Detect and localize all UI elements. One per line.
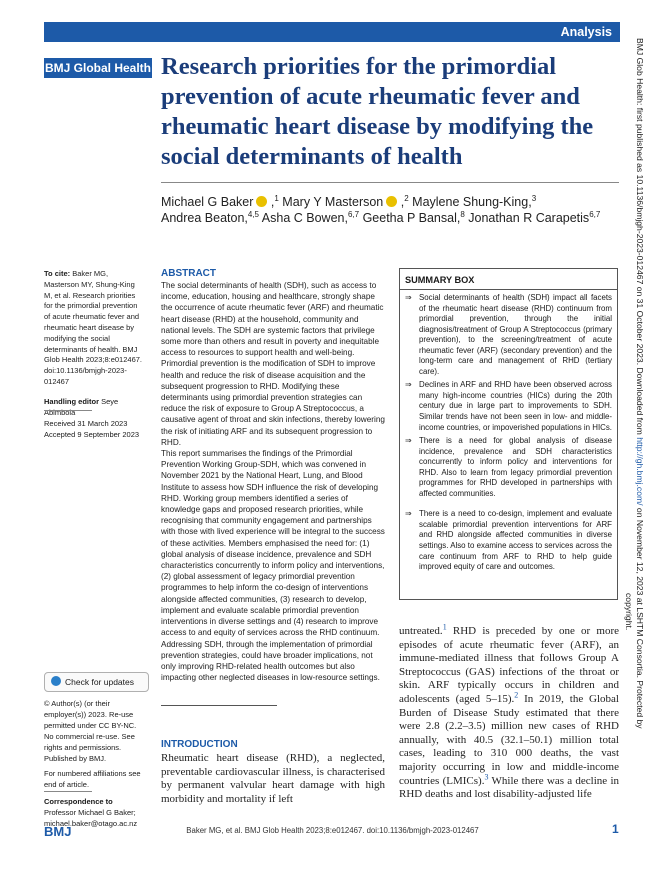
watermark-line: BMJ Glob Health: first published as 10.1136/bmjgh-2023-012467 on 31 October 2023. Downloaded from http://gh.bmj.com/ on November 12, 2023 at LSHTM Consortia. Protected by copyright. bbox=[624, 38, 645, 729]
author-name: Michael G Baker bbox=[161, 195, 254, 209]
arrow-icon: ⇒ bbox=[405, 380, 412, 390]
arrow-icon: ⇒ bbox=[405, 293, 412, 302]
section-bar bbox=[44, 22, 620, 42]
handling-label: Handling editor bbox=[44, 397, 99, 406]
license-text: © Author(s) (or their employer(s)) 2023. Re-use permitted under CC BY-NC. No commercial re-use. See rights and permissions. Published by BMJ. bbox=[44, 699, 137, 763]
bmj-logo: BMJ bbox=[44, 824, 72, 839]
dates-block bbox=[44, 418, 144, 440]
author-affiliation: 4,5 bbox=[247, 209, 259, 219]
correspondence-label: Correspondence to bbox=[44, 797, 113, 806]
footer-citation: Baker MG, et al. BMJ Glob Health 2023;8:e012467. doi:10.1136/bmjgh-2023-012467 bbox=[186, 826, 479, 835]
download-watermark bbox=[624, 38, 658, 850]
cite-text: Baker MG, Masterson MY, Shung-King M, et al. Research priorities for the primordial prevention of acute rheumatic fever and rheumatic heart disease by modifying the social determinants of health. BMJ Glob Health 2023;8:e012467. doi:10.1136/bmjgh-2023-012467 bbox=[44, 269, 142, 386]
correspondence-email[interactable]: michael.baker@otago.ac.nz bbox=[44, 819, 138, 828]
handling-name: Seye Abimbola bbox=[44, 397, 119, 417]
article-title: Research priorities for the primordial prevention of acute rheumatic fever and rheumatic heart disease by modifying the social determinants of health bbox=[161, 53, 594, 170]
handling-editor bbox=[44, 396, 144, 418]
crossmark-icon bbox=[51, 676, 61, 686]
title-divider bbox=[161, 182, 619, 183]
summary-item: ⇒ There is a need to co-design, implement and evaluate scalable primordial prevention interventions for ARF and RHD alongside affected communities in diverse settings. Also to examine access to services across the care continuum from ARF to RHD to help guide improved equity of care and outcomes. bbox=[405, 509, 612, 572]
author-affiliation: 1 bbox=[274, 193, 279, 203]
author-name: Geetha P Bansal, bbox=[362, 211, 461, 225]
summary-item: ⇒ Social determinants of health (SDH) impact all facets of the rheumatic heart disease (RHD) continuum from primordial prevention, through the initial diagnosis/treatment of Group A Streptococcus (primary prevention), to the screening/treatment of acute rheumatic fever (ARF) (secondary prevention) and the long-term care and management of RHD (tertiary care). bbox=[405, 293, 612, 376]
author-affiliation: 6,7 bbox=[589, 209, 601, 219]
author-name: Andrea Beaton, bbox=[161, 211, 248, 225]
summary-box-title: SUMMARY BOX bbox=[400, 269, 617, 290]
arrow-icon: ⇒ bbox=[405, 436, 412, 446]
divider bbox=[44, 410, 92, 411]
affiliations-note: For numbered affiliations see end of article. bbox=[44, 769, 141, 789]
summary-box bbox=[399, 268, 618, 600]
introduction-heading: INTRODUCTION bbox=[161, 739, 238, 750]
cite-label: To cite: bbox=[44, 269, 71, 278]
accepted-date: Accepted 9 September 2023 bbox=[44, 430, 140, 439]
reference-link[interactable]: 2 bbox=[514, 690, 519, 700]
check-updates-label: Check for updates bbox=[65, 677, 134, 687]
author-list: Michael G Baker ,$^1$ Mary Y Masterson ,$^2$ Maylene Shung-King,$^3$ Andrea Beaton,$^{4,5}$ Asha C Bowen,$^{6,7}$ Geetha P Bansal,$^8$ Jonathan R Carapetis$^{6,7}$ bbox=[161, 193, 601, 225]
citation-block bbox=[44, 269, 144, 388]
abstract-paragraph: The social determinants of health (SDH), such as access to income, education, housing and healthcare, strongly shape the occurrence of acute rheumatic fever (ARF) and rheumatic heart disease (RHD) at the household, community and national levels. The SDH are systemic factors that privilege some more than others and result in poverty and inequitable access to resources to support health and well-being. Primordial prevention is the modification of SDH to improve health and reduce the risk of disease acquisition and the subsequent progression to RHD. Modifying these determinants using primordial prevention strategies can reduce the risk of exposure to Group A Streptococcus, a causative agent of throat and skin infections, thereby lowering the risk of initiating ARF and its subsequent progression to RHD. bbox=[161, 281, 385, 447]
reference-link[interactable]: 3 bbox=[484, 771, 489, 781]
summary-item: ⇒ There is a need for global analysis of disease incidence, prevalence and SDH characteristics concurrently to inform policy and interventions for RHD. Also to learn from legacy primordial prevention programmes for RHD developed in partnerships with affected communities. bbox=[405, 436, 612, 498]
divider bbox=[44, 791, 92, 792]
watermark-link[interactable]: http://gh.bmj.com/ bbox=[635, 437, 645, 506]
correspondence-name: Professor Michael G Baker; bbox=[44, 808, 136, 817]
abstract-body bbox=[161, 280, 386, 683]
check-for-updates-button[interactable] bbox=[44, 672, 149, 692]
journal-badge: BMJ Global Health bbox=[44, 58, 152, 78]
section-label: Analysis bbox=[560, 25, 612, 39]
introduction-text: Rheumatic heart disease (RHD), a neglected, preventable cardiovascular illness, is characterised by permanent valvular heart damage with high morbidity and mortality if left bbox=[161, 752, 385, 805]
summary-item: ⇒ Declines in ARF and RHD have been observed across many high-income countries (HICs) during the 20th century due in large part to improvements to SDH. Similar trends have not been seen in low- and middle-income countries, or impoverished populations in HICs. bbox=[405, 380, 612, 432]
watermark-line-2: copyright. bbox=[624, 593, 635, 631]
author-name: Jonathan R Carapetis bbox=[468, 211, 590, 225]
abstract-heading: ABSTRACT bbox=[161, 268, 216, 279]
orcid-icon[interactable] bbox=[256, 196, 267, 207]
arrow-icon: ⇒ bbox=[405, 509, 412, 519]
reference-link[interactable]: 1 bbox=[442, 622, 447, 632]
page-number: 1 bbox=[612, 822, 619, 836]
author-affiliation: 3 bbox=[531, 193, 537, 203]
abstract-divider bbox=[161, 705, 277, 706]
author-name: Asha C Bowen, bbox=[261, 211, 348, 225]
body-text-column: untreated.$^1$ RHD is preceded by one or more episodes of acute rheumatic fever (ARF), an immune-mediated illness that follows Group A Streptococcus (GAS) infections of the throat or skin. ARF typically occurs in children and adolescents (aged 5–15).$^2$ In 2019, the Global Burden of Disease Study estimated that there were 2.8 (2.2–3.5) million new cases of RHD annually, with 40.5 (32.1–50.1) million total cases, leading to 310 000 deaths, the vast majority occurring in low and middle-income countries (LMICs).$^3$ While there was a decline in RHD deaths and lost disability-adjusted life bbox=[399, 622, 620, 801]
orcid-icon[interactable] bbox=[386, 196, 397, 207]
abstract-paragraph: This report summarises the findings of the Primordial Prevention Working Group-SDH, which was convened in November 2021 by the National Heart, Lung, and Blood Institute to assess how SDH influence the risk of developing RHD. Working group members identified a series of knowledge gaps and proposed research priorities, while recognising that community engagement and partnerships with those with lived experience will be integral to the success of these activities. Members emphasised the need for: (1) global analysis of disease incidence, prevalence and SDH characteristics concurrently to inform policy and interventions, (2) global assessment of legacy primordial prevention programmes to help inform the co-design of interventions alongside affected communities, (3) research to develop, implement and evaluate scalable primordial prevention interventions in diverse settings and (4) research to improve access to and equity of services across the RHD continuum. Addressing SDH, through the implementation of primordial prevention strategies, could have broader implications, not only improving RHD-related health outcomes but also impacting other neglected diseases in low-resource settings. bbox=[161, 449, 385, 683]
author-affiliation: 8 bbox=[460, 209, 465, 219]
author-name: Mary Y Masterson bbox=[282, 195, 384, 209]
author-affiliation: 2 bbox=[404, 193, 409, 203]
author-name: Maylene Shung-King, bbox=[412, 195, 532, 209]
author-affiliation: 6,7 bbox=[347, 209, 360, 219]
received-date: Received 31 March 2023 bbox=[44, 419, 128, 428]
